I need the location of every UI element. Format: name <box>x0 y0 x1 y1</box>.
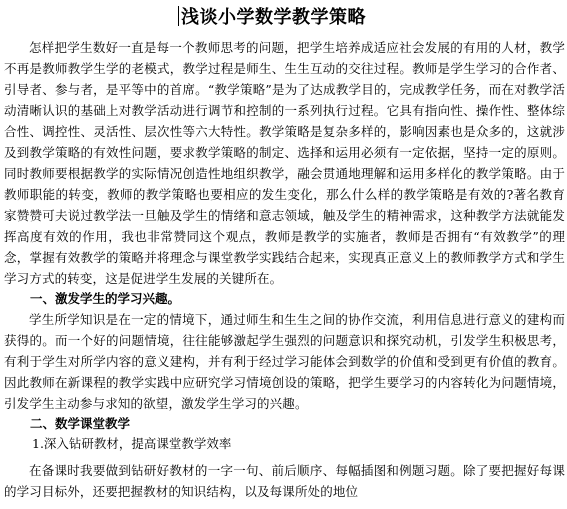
document-title-text: 浅谈小学数学教学策略 <box>181 7 366 28</box>
document-title <box>178 6 565 30</box>
text-cursor <box>178 6 179 26</box>
section-heading-2: 二、数学课堂教学 <box>30 416 131 431</box>
paragraph-lesson-prep: 在备课时我要做到钻研好教材的一字一句、前后顺序、每幅插图和例题习题。除了要把握好每课的学习目标外，还要把握教材的知识结构，以及每课所处的地位 <box>4 463 565 499</box>
paragraph-intro: 怎样把学生数好一直是每一个教师思考的问题，把学生培养成适应社会发展的有用的人材，教学不再是教师教学生学的老模式，教学过程是师生、生生互动的交往过程。教师是学生学习的合作者、引导者、参与者，是平等中的首席。“教学策略”是为了达成教学目的，完成教学任务，而在对教学活动清晰认识的基础上对教学活动进行调节和控制的一系列执行过程。它具有指向性、操作性、整体综合性、调控性、灵活性、层次性等六大特性。教学策略是复杂多样的，影响因素也是众多的，这就涉及到教学策略的有效性问题，要求教学策略的制定、选择和运用必须有一定依据，坚持一定的原则。同时教师要根据教学的实际情况创造性地组织教学，融会贯通地理解和运用多样化的教学策略。由于教师职能的转变，教师的教学策略也要相应的发生变化，那么什么样的教学策略是有效的?著名教育家赞赞可夫说过教学法一旦触及学生的情绪和意志领域，触及学生的精神需求，这种教学方法就能发挥高度有效的作用，我也非常赞同这个观点，教师是教学的实施者，教师是否拥有“有效教学”的理念，掌握有效教学的策略并将理念与课堂教学实践结合起来，实现真正意义上的教师教学方式和学生学习方式的转变，这是促进学生发展的关键所在。 <box>4 40 565 286</box>
paragraph-interest: 学生所学知识是在一定的情境下，通过师生和生生之间的协作交流，利用信息进行意义的建构而获得的。而一个好的问题情境，往往能够激起学生强烈的问题意识和探究动机，引发学生积极思考，有利于学生对所学内容的意义建构，并有利于经过学习能体会到数学的价值和受到更有价值的教育。因此教师在新课程的教学实践中应研究学习情境创设的策略，把学生要学习的内容转化为问题情境，引发学生主动参与求知的欲望，激发学生学习的兴趣。 <box>4 312 565 411</box>
subsection-heading-1: 1.深入钻研教材，提高课堂教学效率 <box>32 436 232 451</box>
section-heading-1: 一、激发学生的学习兴趣。 <box>30 291 181 306</box>
